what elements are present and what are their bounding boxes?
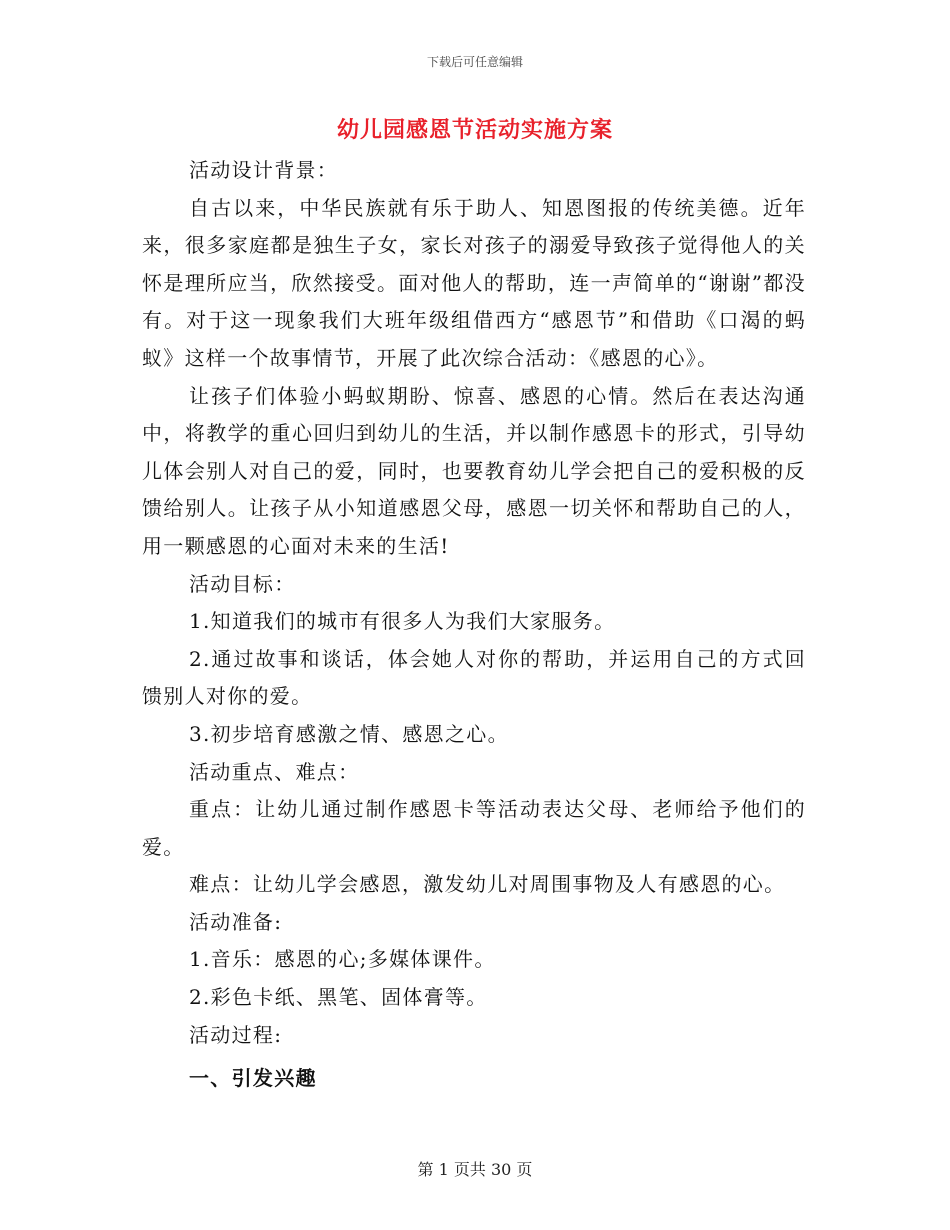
paragraph-prep-label: 活动准备: — [189, 909, 283, 934]
paragraph-focus-key: 重点：让幼儿通过制作感恩卡等活动表达父母、老师给予他们的爱。 — [142, 797, 806, 859]
paragraph-goal-3: 3.初步培育感激之情、感恩之心。 — [189, 721, 509, 746]
paragraph-prep-1: 1.音乐：感恩的心;多媒体课件。 — [189, 947, 496, 972]
paragraph-focus-label: 活动重点、难点： — [189, 759, 360, 784]
paragraph-prep-2: 2.彩色卡纸、黑笔、固体膏等。 — [189, 985, 488, 1010]
document-body — [142, 152, 806, 1098]
paragraph-background-label: 活动设计背景： — [189, 158, 339, 182]
paragraph-background-1: 自古以来，中华民族就有乐于助人、知恩图报的传统美德。近年来，很多家庭都是独生子女，家长对孩子的溺爱导致孩子觉得他人的关怀是理所应当，欣然接受。面对他人的帮助，连一声简单的“谢谢”都没有。对于这一现象我们大班年级组借西方“感恩节”和借助《口渴的蚂蚁》这样一个故事情节，开展了此次综合活动：《感恩的心》。 — [142, 195, 806, 370]
paragraph-background-2: 让孩子们体验小蚂蚁期盼、惊喜、感恩的心情。然后在表达沟通中，将教学的重心回归到幼儿的生活，并以制作感恩卡的形式，引导幼儿体会别人对自己的爱，同时，也要教育幼儿学会把自己的爱积极的反馈给别人。让孩子从小知道感恩父母，感恩一切关怀和帮助自己的人，用一颗感恩的心面对未来的生活! — [142, 383, 806, 558]
page-footer-info: 第 1 页共 30 页 — [417, 1160, 533, 1179]
paragraph-process-label: 活动过程: — [189, 1022, 283, 1047]
paragraph-goal-2: 2.通过故事和谈话，体会她人对你的帮助，并运用自己的方式回馈别人对你的爱。 — [142, 646, 806, 709]
paragraph-goals-label: 活动目标： — [189, 571, 296, 596]
document-title: 幼儿园感恩节活动实施方案 — [336, 117, 613, 143]
section-heading: 一、引发兴趣 — [189, 1066, 317, 1091]
paragraph-focus-difficulty: 难点：让幼儿学会感恩，激发幼儿对周围事物及人有感恩的心。 — [189, 872, 786, 897]
page-header-note: 下载后可任意编辑 — [426, 55, 523, 69]
paragraph-goal-1: 1.知道我们的城市有很多人为我们大家服务。 — [189, 609, 616, 634]
